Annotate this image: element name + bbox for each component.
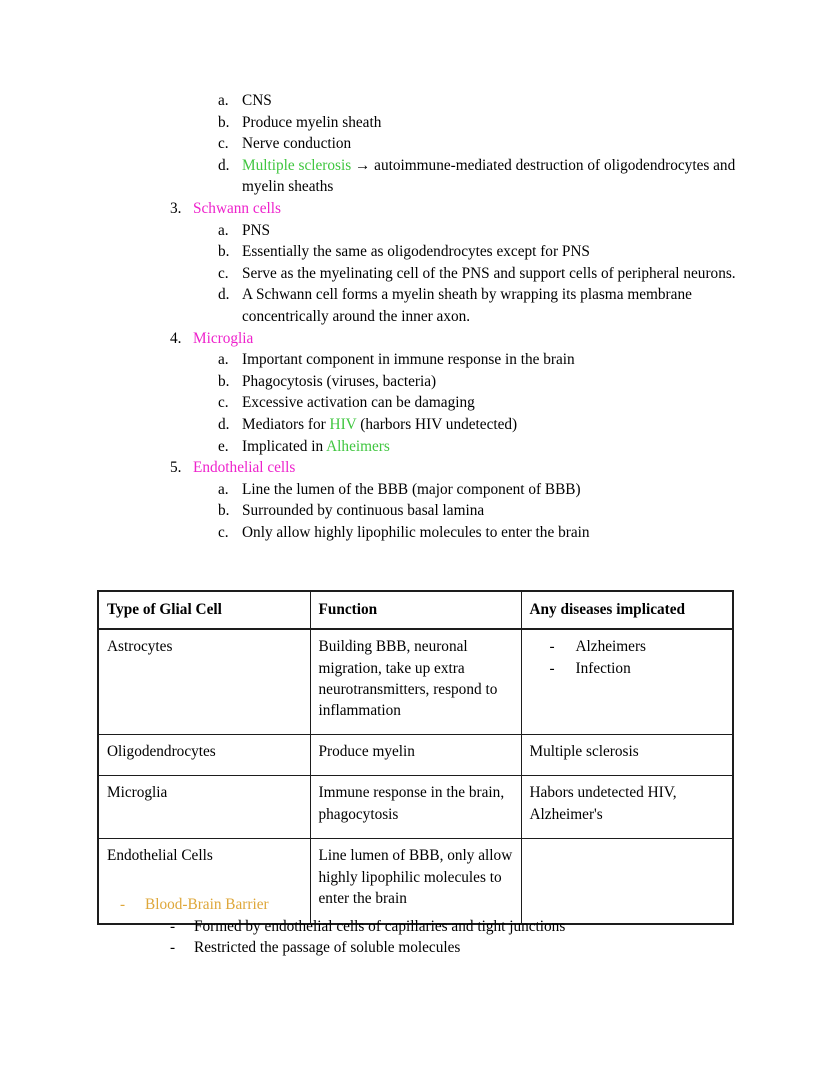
table-row xyxy=(98,735,733,776)
list-item xyxy=(0,371,828,393)
column-header-type: Type of Glial Cell xyxy=(98,591,310,629)
list-item xyxy=(0,392,828,414)
cell-diseases: Habors undetected HIV, Alzheimer's xyxy=(521,776,733,839)
disease-list xyxy=(530,636,725,679)
cell-function: Immune response in the brain, phagocytosis xyxy=(310,776,521,839)
list-marker: c. xyxy=(218,264,229,282)
list-marker: e. xyxy=(218,437,229,455)
list-item xyxy=(0,937,828,959)
list-marker: b. xyxy=(218,502,230,520)
list-marker: 3. xyxy=(170,199,182,217)
list-item-text: Only allow highly lipophilic molecules to enter the brain xyxy=(242,523,590,541)
list-marker: d. xyxy=(218,415,230,433)
arrow-glyph: → xyxy=(351,156,375,174)
list-marker: a. xyxy=(218,221,229,239)
list-item xyxy=(0,220,828,242)
list-item xyxy=(0,284,828,327)
list-marker: b. xyxy=(218,113,230,131)
list-item-text: Essentially the same as oligodendrocytes except for PNS xyxy=(242,243,590,261)
bbb-heading xyxy=(0,894,828,916)
list-item-tail: autoimmune-mediated destruction of oligodendrocytes and myelin sheaths xyxy=(242,156,736,196)
list-marker: a. xyxy=(218,92,229,109)
list-item xyxy=(0,349,828,371)
list-item-text xyxy=(242,155,742,198)
column-header-function: Function xyxy=(310,591,521,629)
outline-item-schwann-cells xyxy=(0,198,828,220)
list-item xyxy=(0,112,828,134)
list-marker: c. xyxy=(218,523,229,541)
cell-diseases: Multiple sclerosis xyxy=(521,735,733,776)
disease-name: Infection xyxy=(575,659,631,677)
list-marker: 4. xyxy=(170,329,182,347)
outline-item-title: Microglia xyxy=(193,329,254,347)
list-item-suffix: (harbors HIV undetected) xyxy=(356,415,518,433)
list-item xyxy=(0,522,828,544)
cell-type: Endothelial Cells xyxy=(98,839,310,925)
list-item xyxy=(0,479,828,501)
list-item-prefix: Implicated in xyxy=(242,437,327,455)
cell-function: Building BBB, neuronal migration, take up extra neurotransmitters, respond to inflammation xyxy=(310,629,521,735)
list-item-text: PNS xyxy=(242,221,271,239)
cell-diseases xyxy=(521,629,733,735)
list-item-text: Produce myelin sheath xyxy=(242,113,382,131)
list-item-text: Serve as the myelinating cell of the PNS and support cells of peripheral neurons. xyxy=(242,264,736,282)
list-item-text: A Schwann cell forms a myelin sheath by wrapping its plasma membrane concentrically around the inner axon. xyxy=(242,286,692,325)
list-marker: a. xyxy=(218,480,229,498)
dash-marker: - xyxy=(549,659,555,677)
list-marker: 5. xyxy=(170,459,182,477)
dash-marker: - xyxy=(170,939,176,957)
blood-brain-barrier-section xyxy=(0,894,828,959)
outline-item-title: Schwann cells xyxy=(193,199,281,217)
list-item xyxy=(0,90,828,112)
dash-marker: - xyxy=(120,896,126,913)
list-item-text: Formed by endothelial cells of capillaries and tight junctions xyxy=(194,917,566,935)
bbb-title: Blood-Brain Barrier xyxy=(145,896,269,913)
list-marker: d. xyxy=(218,286,230,304)
list-item xyxy=(0,500,828,522)
list-item xyxy=(0,133,828,155)
list-marker: a. xyxy=(218,351,229,369)
list-item xyxy=(0,263,828,285)
list-item-multiple-sclerosis xyxy=(0,155,828,198)
table-row xyxy=(98,776,733,839)
list-item-text xyxy=(242,436,742,458)
list-item xyxy=(0,241,828,263)
list-item-text xyxy=(242,414,742,436)
list-item-text: Line the lumen of the BBB (major component of BBB) xyxy=(242,480,581,498)
list-marker: b. xyxy=(218,243,230,261)
list-item-text: Excessive activation can be damaging xyxy=(242,394,475,412)
list-item-text: Nerve conduction xyxy=(242,135,352,153)
list-item-hiv xyxy=(0,414,828,436)
list-marker: d. xyxy=(218,156,230,174)
table-row xyxy=(98,629,733,735)
list-item-alheimers xyxy=(0,436,828,458)
cell-type: Microglia xyxy=(98,776,310,839)
column-header-diseases: Any diseases implicated xyxy=(521,591,733,629)
glial-cell-table-container xyxy=(97,590,732,925)
outline-item-title: Endothelial cells xyxy=(193,459,296,477)
list-item xyxy=(0,916,828,938)
list-marker: c. xyxy=(218,135,229,153)
cell-type: Astrocytes xyxy=(98,629,310,735)
list-item-prefix: Mediators for xyxy=(242,415,330,433)
dash-marker: - xyxy=(549,638,555,656)
outline-list xyxy=(0,90,828,543)
list-item-text: Phagocytosis (viruses, bacteria) xyxy=(242,372,437,390)
cell-type: Oligodendrocytes xyxy=(98,735,310,776)
list-item-text: Surrounded by continuous basal lamina xyxy=(242,502,485,520)
glial-cell-table xyxy=(97,590,734,925)
highlight-term: Multiple sclerosis xyxy=(242,156,352,174)
table-header-row xyxy=(98,591,733,629)
outline-item-microglia xyxy=(0,328,828,350)
highlight-term: Alheimers xyxy=(326,437,390,455)
highlight-term: HIV xyxy=(329,415,357,433)
list-marker: c. xyxy=(218,394,229,412)
list-item-text: Important component in immune response in the brain xyxy=(242,351,575,369)
cell-function: Line lumen of BBB, only allow highly lipophilic molecules to enter the brain xyxy=(310,839,521,925)
list-marker: b. xyxy=(218,372,230,390)
dash-marker: - xyxy=(170,917,176,935)
cell-function: Produce myelin xyxy=(310,735,521,776)
list-item-text: Restricted the passage of soluble molecules xyxy=(194,939,461,957)
outline-item-endothelial-cells xyxy=(0,457,828,479)
disease-name: Alzheimers xyxy=(575,638,647,656)
disease-list-item xyxy=(530,658,725,679)
list-item-text: CNS xyxy=(242,92,272,109)
disease-list-item xyxy=(530,636,725,657)
